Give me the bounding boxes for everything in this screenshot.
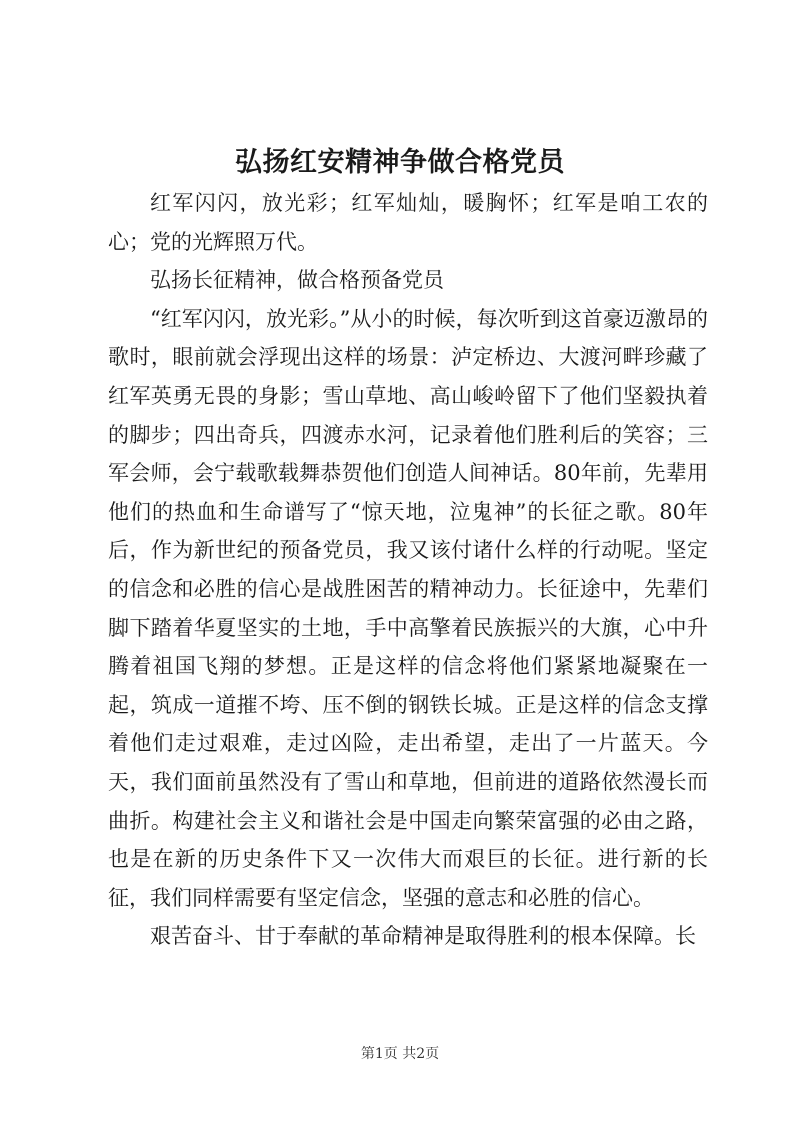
paragraph-subheading: 弘扬长征精神，做合格预备党员 xyxy=(150,268,444,293)
document-title: 弘扬红安精神争做合格党员 xyxy=(235,147,565,178)
paragraph-intro-verse: 红军闪闪，放光彩；红军灿灿，暖胸怀；红军是咱工农的心；党的光辉照万代。 xyxy=(108,191,708,254)
document-body xyxy=(108,184,708,956)
page-number-footer: 第1页 共2页 xyxy=(360,1046,440,1062)
paragraph-main: “红军闪闪，放光彩。”从小的时候，每次听到这首豪迈激昂的歌时，眼前就会浮现出这样的场景：泸定桥边、大渡河畔珍藏了红军英勇无畏的身影；雪山草地、高山峻岭留下了他们坚毅执着的脚步；四出奇兵，四渡赤水河，记录着他们胜利后的笑容；三军会师，会宁载歌载舞恭贺他们创造人间神话。80年前，先辈用他们的热血和生命谱写了“惊天地，泣鬼神”的长征之歌。80年后，作为新世纪的预备党员，我又该付诸什么样的行动呢。坚定的信念和必胜的信心是战胜困苦的精神动力。长征途中，先辈们脚下踏着华夏坚实的土地，手中高擎着民族振兴的大旗，心中升腾着祖国飞翔的梦想。正是这样的信念将他们紧紧地凝聚在一起，筑成一道摧不垮、压不倒的钢铁长城。正是这样的信念支撑着他们走过艰难，走过凶险，走出希望，走出了一片蓝天。今天，我们面前虽然没有了雪山和草地，但前进的道路依然漫长而曲折。构建社会主义和谐社会是中国走向繁荣富强的必由之路，也是在新的历史条件下又一次伟大而艰巨的长征。进行新的长征，我们同样需要有坚定信念，坚强的意志和必胜的信心。 xyxy=(108,306,708,910)
paragraph-continued: 艰苦奋斗、甘于奉献的革命精神是取得胜利的根本保障。长 xyxy=(150,924,696,949)
